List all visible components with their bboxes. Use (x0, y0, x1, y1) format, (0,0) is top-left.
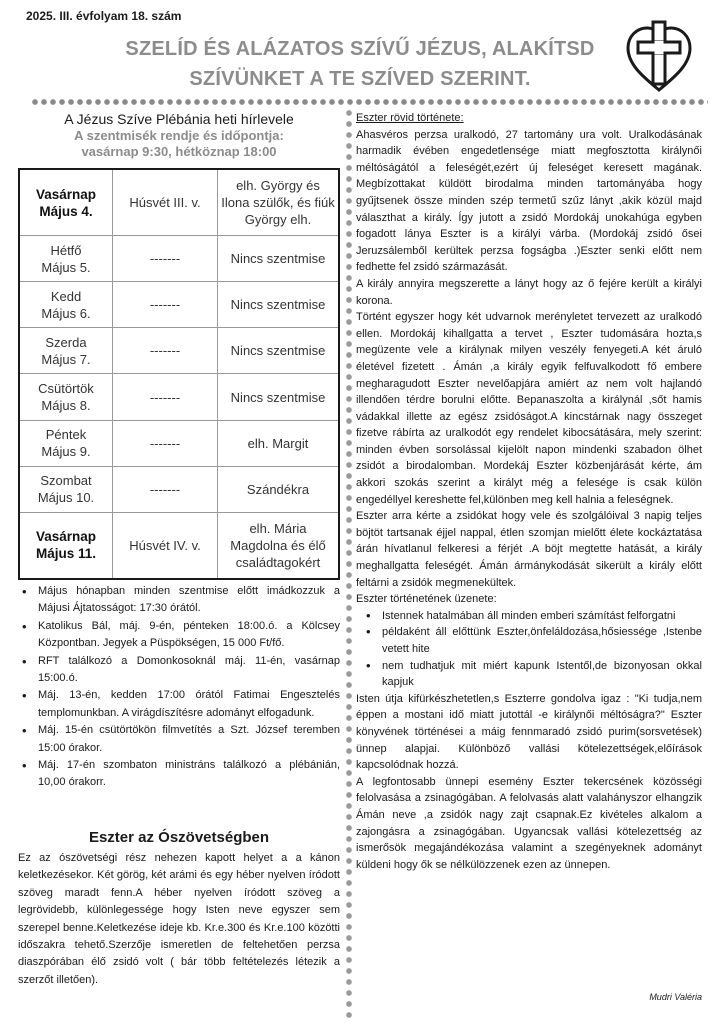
list-item: • Máj. 17-én szombaton ministráns találkozó a plébánián, 10,00 órakorr. (38, 757, 340, 792)
list-item: • Máj. 15-én csütörtökön filmvetítés a Szt. József teremben 15:00 órakor. (38, 722, 340, 757)
feast-cell: ------- (113, 374, 218, 420)
intention-cell: elh. Margit (218, 420, 340, 466)
parish-header (18, 110, 340, 160)
message-heading: Eszter történetének üzenete: (356, 593, 497, 606)
intention-cell: Nincs szentmise (218, 374, 340, 420)
article-paragraph: Történt egyszer hogy két udvarnok merényletet tervezett az uralkodó ellen. Mordokáj kihallgatta a tervet , Eszter tudomására hozta,s megüzente vele a királynak milyen veszély fenyegeti.A két áruló életével fizetett . Ámán ,a király egyik felfuvalkodott fő embere megharagudott Eszter nevelőapjára amiért az nem volt hajlandó illendően térdre borulni előtte. Bepanaszolta a királynál ,sőt hamis vádakkal illette az egész zsidóságot.A kincstárnak nagy összeget fizetve rábírta az uralkodót egy rendelet kibocsátására, mely szerint: minden évben sorsolással kijelölt napon mindenki szabadon ölhet zsidót a birodalomban. Mordekáj Eszter közbenjárását kérte, ám akkori szokás szerint a királyt még a felesége is csak külön engedéllyel kereshette fel,különben meg kell halnia a feleségnek. (356, 311, 702, 506)
article-paragraph: Isten útja kifürkészhetetlen,s Eszterre gondolva igaz : "Ki tudja,nem éppen a mostani idő miatt jutottál -e királynői méltóságra?" Eszter könyvének történései a máig fennmaradó zsidó purim(sorsvetések) ünnep alapjai. Különböző vallási kötelezettségek,előírások kapcsolódnak hozzá. (356, 692, 702, 772)
cross-heart-icon (624, 20, 694, 94)
table-row (19, 236, 339, 282)
parish-name: A Jézus Szíve Plébánia heti hírlevele (64, 111, 294, 127)
list-item: • nem tudhatjuk mit miért kapunk Istentől,de bizonyosan okkal kapjuk (382, 658, 702, 691)
list-item: • Máj. 13-én, kedden 17:00 órától Fatimai Engesztelés templomunkban. A virágdíszítésre adományt elfogadunk. (38, 687, 340, 722)
list-item: • RFT találkozó a Domonkosoknál máj. 11-én, vasárnap 15:00.ó. (38, 653, 340, 688)
list-item: • Katolikus Bál, máj. 9-én, pénteken 18:00.ó. a Kölcsey Központban. Jegyek a Püspökségen, 15 000 Ft/fő. (38, 618, 340, 653)
feast-cell: Húsvét III. v. (113, 169, 218, 236)
feast-cell: ------- (113, 328, 218, 374)
mass-schedule-table (18, 168, 340, 580)
day-cell: Vasárnap Május 11. (19, 512, 113, 579)
table-row (19, 282, 339, 328)
intention-cell: Nincs szentmise (218, 282, 340, 328)
list-item: • példaként áll előttünk Eszter,önfeláldozása,hősiessége ,Istenbe vetett hite (382, 624, 702, 657)
intention-cell: elh. György és Ilona szülők, és fiúk György elh. (218, 169, 340, 236)
story-heading: Eszter rövid története: (356, 112, 464, 124)
article-paragraph: A legfontosabb ünnepi esemény Eszter tekercsének közösségi felolvasása a zsinagógában. A felolvasás alatt valahányszor elhangzik Ámán neve ,a zsidók nagy zajt csapnak.Ez kivételes alkalom a zajongásra a zsinagógában. Ugyancsak vallási kötelezettség az ismerősök megajándékozása valamint a szegényeknek adományt küldeni hogy ők se nélkülözzenek ezen az ünnepen. (356, 775, 702, 871)
title-line-2: SZÍVÜNKET A TE SZÍVED SZERINT. (189, 68, 531, 90)
day-cell: Kedd Május 6. (19, 282, 113, 328)
day-cell: Csütörtök Május 8. (19, 374, 113, 420)
table-row (19, 512, 339, 579)
day-cell: Péntek Május 9. (19, 420, 113, 466)
feast-cell: Húsvét IV. v. (113, 512, 218, 579)
section-heading: Eszter az Ószövetségben (88, 829, 270, 846)
column-divider (346, 110, 352, 1020)
header-divider (32, 99, 708, 105)
intention-cell: Nincs szentmise (218, 328, 340, 374)
day-cell: Vasárnap Május 4. (19, 169, 113, 236)
title-line-1: SZELÍD ÉS ALÁZATOS SZÍVŰ JÉZUS, ALAKÍTSD (125, 38, 595, 60)
article-paragraph: A király annyira megszerette a lányt hogy az ő fejére került a királyi korona. (356, 277, 702, 307)
story-column (356, 110, 702, 873)
table-row (19, 420, 339, 466)
mass-title: A szentmisék rendje és időpontja: (74, 128, 284, 143)
article-paragraph: Ahasvéros perzsa uralkodó, 27 tartomány ura volt. Uralkodásának harmadik évében engedetlensége miatt megfosztotta királynői méltóságától a feleségét,ezért új feleséget keresett magának. Megbízottakat küldött birodalma minden tartományába hogy gyűjtsenek össze minden szép termetű szűz lányt ,akik közül majd választhat a király. Így jutott a zsidó Mordokáj unokahúga egyben fogadott lánya Eszter is a királyi várba. (Mordokáj zsidó ősei Jeruzsálemből kerültek perzsa fogságba .)Eszter senki előtt nem fedhette fel zsidó származását. (356, 128, 702, 274)
intention-cell: Szándékra (218, 466, 340, 512)
table-row (19, 328, 339, 374)
feast-cell: ------- (113, 466, 218, 512)
intention-cell: Nincs szentmise (218, 236, 340, 282)
article-paragraph: Ez az ószövetségi rész nehezen kapott helyet a a kánon keletkezésekor. Két görög, két arámi és egy héber nyelven íródott szöveg maradt fenn.A héber nyelven íródott szöveg a legrövidebb, különlegessége hogy Isten neve egyszer sem szerepel benne.Keletkezése ideje kb. Kr.e.300 és Kr.e.100 közötti időszakra tehető.Szerzője ismeretlen de feltehetően perzsa diaszpórában élő zsidó volt ( bár több feltételezés létezik a szerzőt illetően). (18, 852, 340, 986)
page-title (80, 34, 640, 94)
feast-cell: ------- (113, 282, 218, 328)
message-list (356, 608, 702, 691)
article-paragraph: Eszter arra kérte a zsidókat hogy vele és szolgálóival 3 napig teljes böjtöt tartsanak éjjel nappal, étlen szomjan mielőtt élete kockáztatása árán hívatlanul felkeresi a férjét .A böjt megtette hatását, a király meghallgatta feleségét. Ámán ármánykodását sikerült a király előtt feltárni a zsidók megmenekültek. (356, 510, 702, 589)
day-cell: Hétfő Május 5. (19, 236, 113, 282)
list-item: • Május hónapban minden szentmise előtt imádkozzuk a Májusi Ájtatosságot: 17:30 órától. (38, 583, 340, 618)
author-signature: Mudri Valéria (649, 992, 702, 1002)
table-row (19, 169, 339, 236)
mass-times: vasárnap 9:30, hétköznap 18:00 (81, 144, 277, 159)
list-item: • Istennek hatalmában áll minden emberi számítást felforgatni (382, 608, 702, 625)
issue-number: 2025. III. évfolyam 18. szám (26, 9, 182, 23)
feast-cell: ------- (113, 236, 218, 282)
feast-cell: ------- (113, 420, 218, 466)
day-cell: Szerda Május 7. (19, 328, 113, 374)
table-row (19, 466, 339, 512)
day-cell: Szombat Május 10. (19, 466, 113, 512)
intention-cell: elh. Mária Magdolna és élő családtagokért (218, 512, 340, 579)
announcement-list (18, 583, 340, 792)
table-row (19, 374, 339, 420)
